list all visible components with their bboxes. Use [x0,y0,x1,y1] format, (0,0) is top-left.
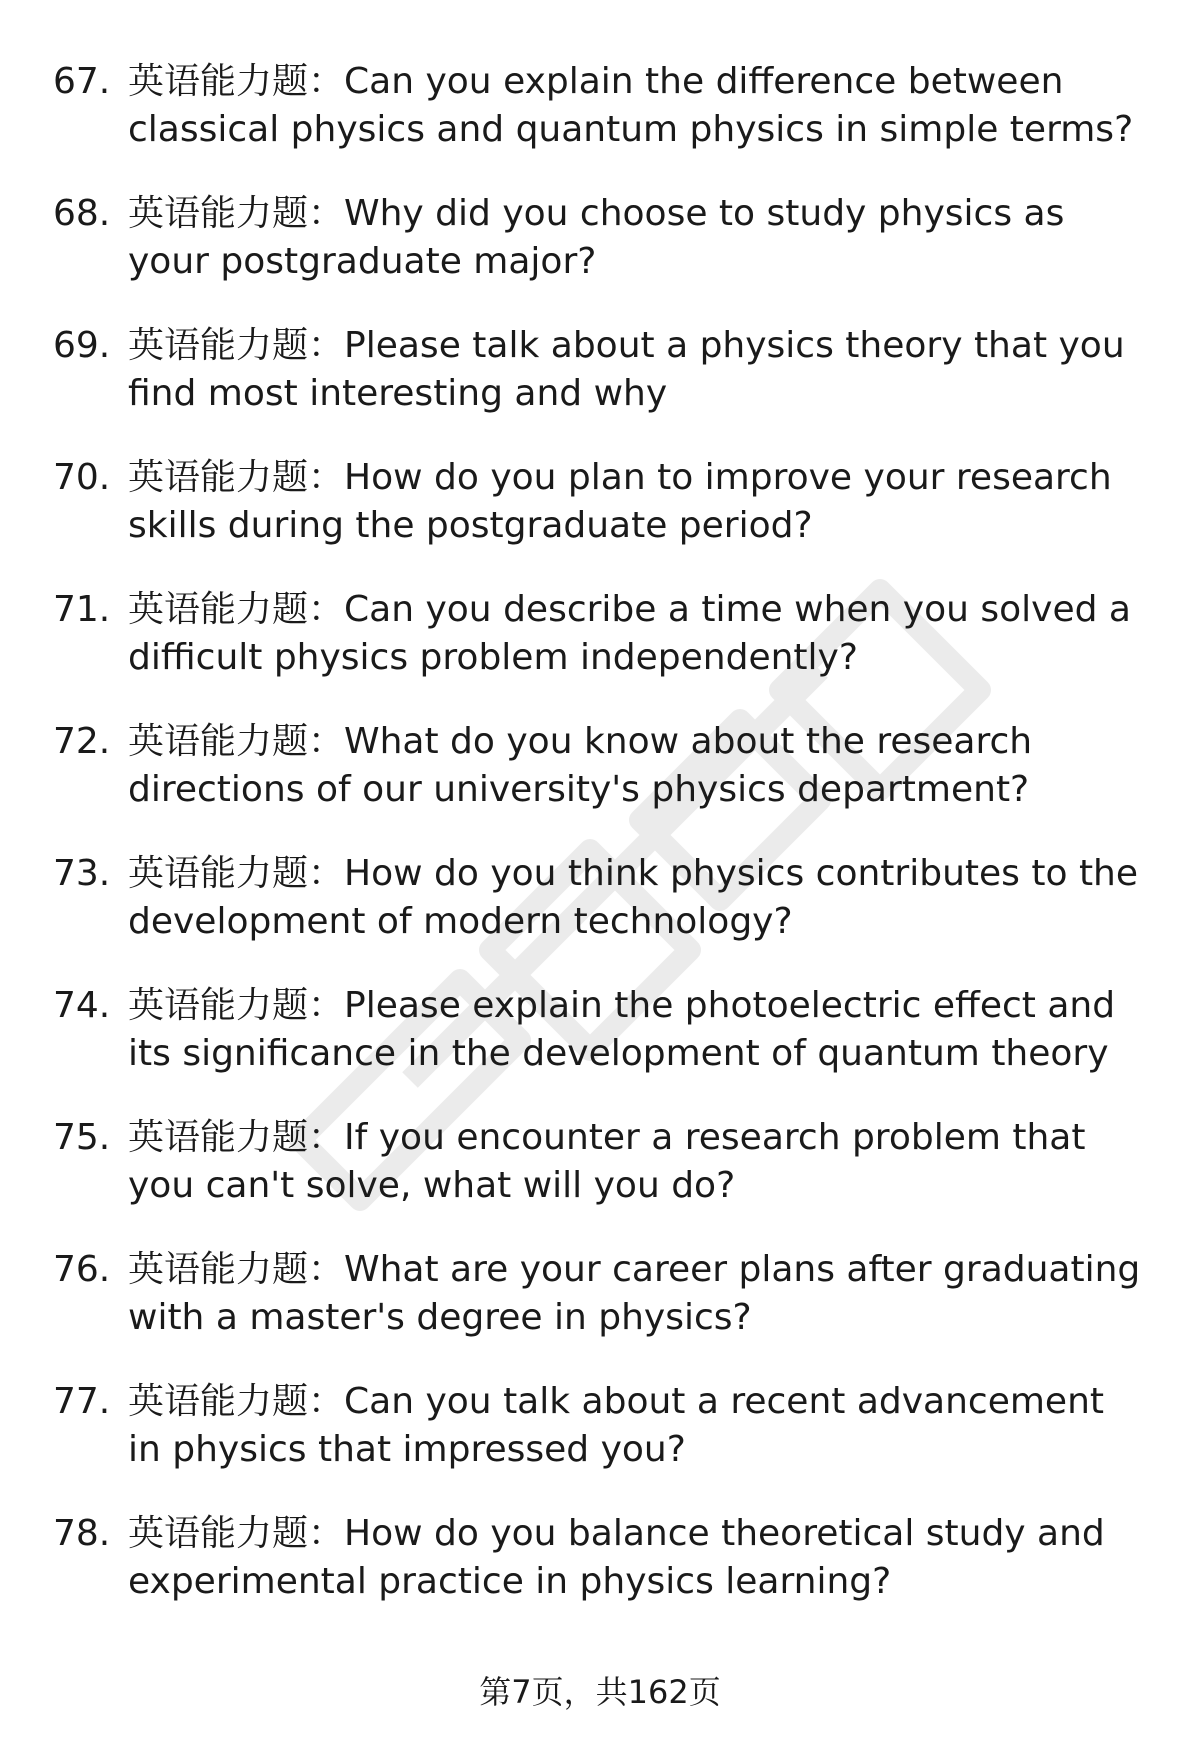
question-body [128,1114,1143,1210]
question-item [53,58,1143,190]
question-category: 英语能力题： [128,1117,345,1158]
question-text: Please explain the photoelectric effect and its significance in the development of quantum theory [128,985,1116,1074]
question-number: 77. [53,1381,111,1422]
question-item [53,850,1143,982]
question-number: 74. [53,985,111,1026]
question-number: 70. [53,457,111,498]
question-text: How do you plan to improve your research skills during the postgraduate period? [128,457,1112,546]
question-category: 英语能力题： [128,985,345,1026]
question-item [53,1378,1143,1510]
question-item [53,454,1143,586]
question-text: Why did you choose to study physics as your postgraduate major? [128,193,1065,282]
question-text: Can you talk about a recent advancement in physics that impressed you? [128,1381,1105,1470]
question-text: How do you balance theoretical study and experimental practice in physics learning? [128,1513,1105,1602]
question-number: 68. [53,193,111,234]
page-footer: 第7页，共162页 [479,1673,721,1711]
question-body [128,454,1143,550]
question-number: 78. [53,1513,111,1554]
question-number: 75. [53,1117,111,1158]
question-body [128,58,1143,154]
question-text: If you encounter a research problem that you can't solve, what will you do? [128,1117,1086,1206]
question-body [128,1246,1143,1342]
question-item [53,1510,1143,1642]
question-text: What do you know about the research directions of our university's physics department? [128,721,1033,810]
question-category: 英语能力题： [128,853,345,894]
question-item [53,190,1143,322]
question-item [53,982,1143,1114]
question-number: 69. [53,325,111,366]
question-body [128,718,1143,814]
question-body [128,190,1143,286]
question-number: 67. [53,61,111,102]
question-text: Can you explain the difference between classical physics and quantum physics in simple terms? [128,61,1134,150]
question-body [128,850,1143,946]
question-item [53,322,1143,454]
question-body [128,322,1143,418]
question-text: Can you describe a time when you solved a difficult physics problem independently? [128,589,1131,678]
question-item [53,1246,1143,1378]
question-category: 英语能力题： [128,1513,345,1554]
question-category: 英语能力题： [128,1249,345,1290]
question-number: 73. [53,853,111,894]
question-text: What are your career plans after graduating with a master's degree in physics? [128,1249,1141,1338]
question-body [128,1510,1143,1606]
question-text: Please talk about a physics theory that you find most interesting and why [128,325,1125,414]
question-item [53,586,1143,718]
question-body [128,586,1143,682]
question-number: 76. [53,1249,111,1290]
question-item [53,718,1143,850]
question-category: 英语能力题： [128,193,345,234]
question-body [128,1378,1143,1474]
question-category: 英语能力题： [128,1381,345,1422]
question-category: 英语能力题： [128,325,345,366]
question-category: 英语能力题： [128,721,345,762]
question-body [128,982,1143,1078]
question-number: 72. [53,721,111,762]
question-item [53,1114,1143,1246]
question-category: 英语能力题： [128,61,345,102]
question-category: 英语能力题： [128,589,345,630]
question-category: 英语能力题： [128,457,345,498]
question-list [53,58,1143,1642]
question-text: How do you think physics contributes to the development of modern technology? [128,853,1139,942]
question-number: 71. [53,589,111,630]
